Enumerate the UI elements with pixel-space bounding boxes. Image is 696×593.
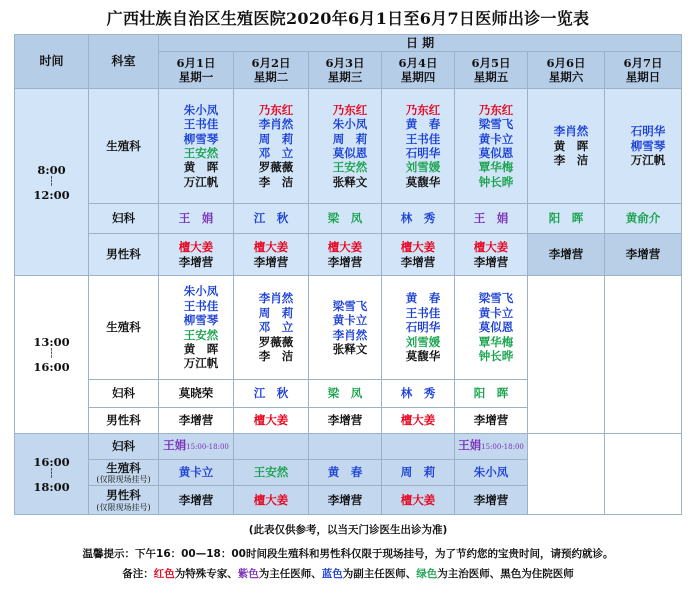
dept-male: 男性科 (仅限现场挂号) bbox=[89, 486, 159, 515]
afternoon-time: 13:00 ┆ 16:00 bbox=[15, 276, 89, 434]
doctor-list: 李肖然 周 莉 邓 立 罗薇薇 李 洁 bbox=[234, 276, 309, 380]
page-title: 广西壮族自治区生殖医院2020年6月1日至6月7日医师出诊一览表 bbox=[106, 9, 590, 28]
day-header: 6月6日 星期六 bbox=[528, 52, 605, 89]
doctor-list: 朱小凤 王书佳 柳雪琴 王安然 黄 晖 万江帆 bbox=[159, 89, 234, 204]
day-header: 6月7日 星期日 bbox=[605, 52, 682, 89]
evening-time: 16:00 ┆ 18:00 bbox=[15, 434, 89, 515]
doctor-name: 王娟15:00-18:00 bbox=[159, 434, 234, 460]
doctor-list: 乃东红 梁雪飞 黄卡立 莫似恩 覃华梅 钟长晔 bbox=[455, 89, 528, 204]
doctor-name: 阳 晖 bbox=[528, 204, 605, 234]
doctor-list: 梁雪飞 黄卡立 李肖然 张释文 bbox=[309, 276, 382, 380]
doctor-list: 梁雪飞 黄卡立 莫似恩 覃华梅 钟长晔 bbox=[455, 276, 528, 380]
dept-reproductive: 生殖科 bbox=[89, 276, 159, 380]
doctor-name: 黄卡立 bbox=[159, 460, 234, 486]
doctor-name: 李增营 bbox=[528, 234, 605, 276]
empty-cell bbox=[234, 434, 309, 460]
legend-black: 黑色 bbox=[500, 568, 522, 580]
doctor-list: 黄 春 王书佳 石明华 刘雪媛 莫馥华 bbox=[382, 276, 455, 380]
doctor-name: 王安然 bbox=[234, 460, 309, 486]
doctor-name: 江 秋 bbox=[234, 380, 309, 408]
doctor-name: 李增营 bbox=[309, 486, 382, 515]
doctor-list: 檀大姜 李增营 bbox=[309, 234, 382, 276]
dept-gynecology: 妇科 bbox=[89, 204, 159, 234]
doctor-name: 梁 凤 bbox=[309, 204, 382, 234]
disclaimer: (此表仅供参考，以当天门诊医生出诊为准) bbox=[248, 524, 448, 536]
dept-gynecology: 妇科 bbox=[89, 434, 159, 460]
legend-red: 红色 bbox=[153, 568, 175, 580]
dept-reproductive: 生殖科 (仅限现场挂号) bbox=[89, 460, 159, 486]
doctor-name: 王 娟 bbox=[455, 204, 528, 234]
legend-purple: 紫色 bbox=[237, 568, 259, 580]
doctor-list: 李肖然 黄 晖 李 洁 bbox=[528, 89, 605, 204]
doctor-name: 檀大姜 bbox=[382, 486, 455, 515]
dept-male: 男性科 bbox=[89, 408, 159, 434]
doctor-name: 莫晓荣 bbox=[159, 380, 234, 408]
empty-cell bbox=[528, 434, 605, 515]
doctor-list: 乃东红 朱小凤 周 莉 莫似恩 王安然 张释文 bbox=[309, 89, 382, 204]
dept-header: 科室 bbox=[89, 35, 159, 89]
empty-cell bbox=[605, 276, 682, 434]
doctor-name: 黄俞介 bbox=[605, 204, 682, 234]
doctor-list: 檀大姜 李增营 bbox=[159, 234, 234, 276]
empty-cell bbox=[309, 434, 382, 460]
day-header: 6月1日 星期一 bbox=[159, 52, 234, 89]
doctor-list: 乃东红 李肖然 周 莉 邓 立 罗薇薇 李 洁 bbox=[234, 89, 309, 204]
schedule-table bbox=[14, 34, 682, 515]
legend-blue: 蓝色 bbox=[321, 568, 343, 580]
dept-male: 男性科 bbox=[89, 234, 159, 276]
doctor-name: 林 秀 bbox=[382, 380, 455, 408]
doctor-name: 周 莉 bbox=[382, 460, 455, 486]
doctor-name: 梁 凤 bbox=[309, 380, 382, 408]
doctor-list: 朱小凤 王书佳 柳雪琴 王安然 黄 晖 万江帆 bbox=[159, 276, 234, 380]
doctor-name: 王娟15:00-18:00 bbox=[455, 434, 528, 460]
empty-cell bbox=[382, 434, 455, 460]
day-header: 6月2日 星期二 bbox=[234, 52, 309, 89]
day-header: 6月5日 星期五 bbox=[455, 52, 528, 89]
doctor-name: 林 秀 bbox=[382, 204, 455, 234]
day-header: 6月3日 星期三 bbox=[309, 52, 382, 89]
doctor-name: 李增营 bbox=[605, 234, 682, 276]
tip-text: 温馨提示：下午16：00—18：00时间段生殖科和男性科仅限于现场挂号，为了节约您的宝贵时间，请预约就诊。 bbox=[82, 548, 614, 560]
dept-gynecology: 妇科 bbox=[89, 380, 159, 408]
doctor-name: 檀大姜 bbox=[234, 408, 309, 434]
doctor-name: 王 娟 bbox=[159, 204, 234, 234]
color-legend: 备注：红色为特殊专家、紫色为主任医师、蓝色为副主任医师、绿色为主治医师、黑色为住院医师 bbox=[122, 568, 574, 580]
dept-reproductive: 生殖科 bbox=[89, 89, 159, 204]
morning-time: 8:00 ┆ 12:00 bbox=[15, 89, 89, 276]
doctor-list: 乃东红 黄 春 王书佳 石明华 刘雪媛 莫馥华 bbox=[382, 89, 455, 204]
doctor-list: 檀大姜 李增营 bbox=[382, 234, 455, 276]
empty-cell bbox=[528, 276, 605, 434]
doctor-list: 石明华 柳雪琴 万江帆 bbox=[605, 89, 682, 204]
doctor-name: 李增营 bbox=[159, 408, 234, 434]
legend-green: 绿色 bbox=[416, 568, 438, 580]
doctor-name: 李增营 bbox=[309, 408, 382, 434]
doctor-name: 檀大姜 bbox=[382, 408, 455, 434]
doctor-name: 李增营 bbox=[159, 486, 234, 515]
date-group-header: 日 期 bbox=[159, 35, 682, 52]
doctor-name: 黄 春 bbox=[309, 460, 382, 486]
doctor-name: 江 秋 bbox=[234, 204, 309, 234]
empty-cell bbox=[605, 434, 682, 515]
doctor-name: 李增营 bbox=[455, 486, 528, 515]
time-header: 时间 bbox=[15, 35, 89, 89]
doctor-name: 檀大姜 bbox=[234, 486, 309, 515]
doctor-name: 李增营 bbox=[455, 408, 528, 434]
doctor-list: 檀大姜 李增营 bbox=[455, 234, 528, 276]
day-header: 6月4日 星期四 bbox=[382, 52, 455, 89]
doctor-list: 檀大姜 李增营 bbox=[234, 234, 309, 276]
doctor-name: 朱小凤 bbox=[455, 460, 528, 486]
doctor-name: 阳 晖 bbox=[455, 380, 528, 408]
